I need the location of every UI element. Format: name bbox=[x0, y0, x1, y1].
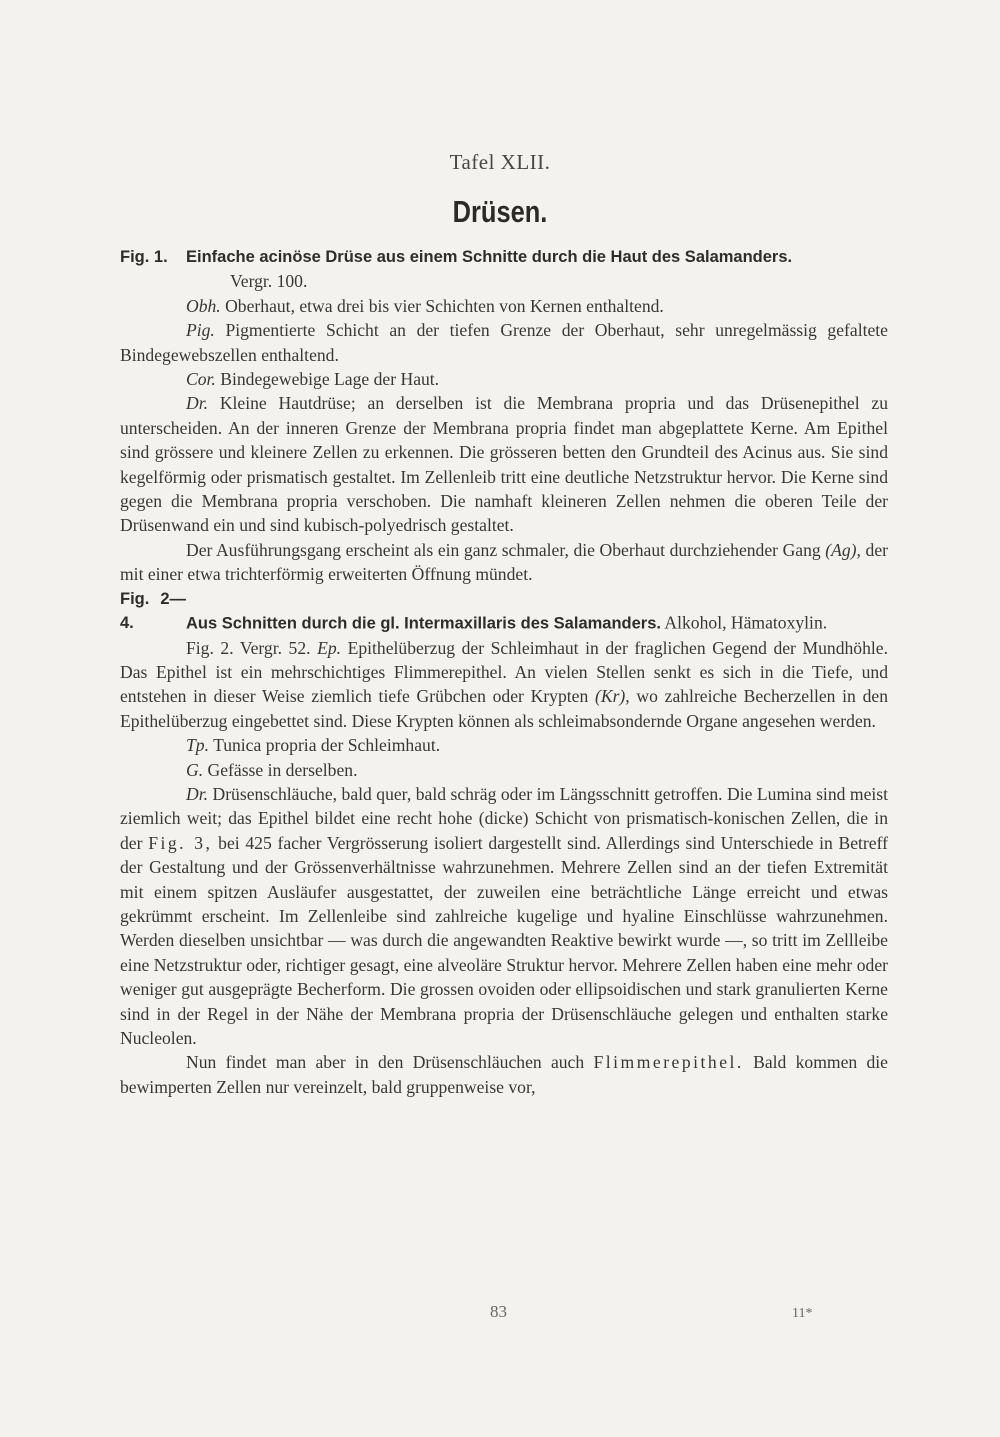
cor-text: Bindegewebige Lage der Haut. bbox=[215, 369, 440, 390]
body-text bbox=[120, 244, 888, 1099]
figure-2-title: Aus Schnitten durch die gl. Intermaxillaris des Salamanders. bbox=[186, 614, 661, 633]
figure-1-magnification: Vergr. 100. bbox=[230, 271, 308, 292]
g-text: Gefässe in derselben. bbox=[203, 759, 358, 780]
pig-text: Pigmentierte Schicht an der tiefen Grenze der Oberhaut, sehr unregelmässig gefaltete Bindegewebszellen enthaltend. bbox=[120, 320, 888, 365]
figure-1-title: Einfache acinöse Drüse aus einem Schnitte durch die Haut des Salamanders. bbox=[186, 248, 793, 266]
dr-paragraph bbox=[120, 391, 888, 537]
tp-paragraph bbox=[120, 733, 888, 757]
nun-paragraph bbox=[120, 1050, 888, 1099]
figure-1-label: Fig. 1. bbox=[120, 248, 168, 266]
g-abbreviation: G. bbox=[186, 759, 204, 780]
ag-abbreviation: (Ag), bbox=[825, 539, 861, 560]
gang-text-b: der mit einer etwa trichterförmig erweiterten Öffnung mündet. bbox=[120, 539, 888, 585]
figure-1-heading bbox=[120, 244, 888, 269]
dr-text: Kleine Hautdrüse; an derselben ist die Membrana propria und das Drüsenepithel zu unterscheiden. An der inneren Grenze der Membrana propria findet man abgeplattete Kerne. Am Epithel sind grössere und kleinere Zellen zu erkennen. Die grösseren betten den Grundteil des Acinus aus. Sie sind kegelförmig oder prismatisch gestaltet. Im Zellenleib tritt eine deutliche Netzstruktur hervor. Die Kerne sind gegen die Membrana propria verschoben. Die namhaft kleineren Zellen nehmen die oberen Teile der Drüsenwand ein und sind kubisch-polyedrisch gestaltet. bbox=[120, 393, 888, 536]
obh-paragraph bbox=[120, 294, 888, 318]
fig3-reference: Fig. 3, bbox=[148, 832, 213, 853]
flimmerepithel-emphasis: Flimmerepithel. bbox=[593, 1052, 744, 1073]
cor-abbreviation: Cor. bbox=[186, 369, 216, 390]
figure-2-label: Fig. 2—4. bbox=[120, 589, 186, 633]
ep-prefix: Fig. 2. Vergr. 52. bbox=[186, 637, 318, 658]
figure-2-title-rest: Alkohol, Hämatoxylin. bbox=[660, 612, 828, 633]
tp-abbreviation: Tp. bbox=[186, 735, 209, 756]
figure-2-heading bbox=[120, 587, 888, 636]
kr-abbreviation: (Kr), bbox=[594, 686, 630, 707]
nun-text-a: Nun findet man aber in den Drüsenschläuchen auch bbox=[186, 1052, 594, 1073]
g-paragraph bbox=[120, 758, 888, 782]
nun-text-b: Bald kommen die bewimperten Zellen nur vereinzelt, bald gruppenweise vor, bbox=[120, 1052, 888, 1097]
plate-number: Tafel XLII. bbox=[449, 150, 551, 174]
tp-text: Tunica propria der Schleimhaut. bbox=[208, 735, 441, 756]
ep-paragraph bbox=[120, 636, 888, 734]
dr2-paragraph bbox=[120, 782, 888, 1050]
dr2-abbreviation: Dr. bbox=[186, 783, 209, 804]
ep-abbreviation: Ep. bbox=[317, 637, 342, 658]
gang-text-a: Der Ausführungsgang erscheint als ein ganz schmaler, die Oberhaut durchziehender Gang bbox=[186, 539, 826, 560]
ep-text-a: Epithelüberzug der Schleimhaut in der fraglichen Gegend der Mundhöhle. Das Epithel ist ein mehrschichtiges Flimmerepithel. An vielen Stellen senkt es sich in die Tiefe, und entstehen in dieser Weise ziemlich tiefe Grübchen oder Krypten bbox=[120, 637, 888, 707]
signature-mark: 11* bbox=[792, 1306, 813, 1321]
pig-abbreviation: Pig. bbox=[186, 320, 215, 341]
dr2-text-b: bei 425 facher Vergrösserung isoliert dargestellt sind. Allerdings sind Unterschiede in Betreff der Gestaltung und der Grössenverhältnisse wahrzunehmen. Mehrere Zellen sind an der tiefen Extremität mit einem spitzen Ausläufer ausgestattet, der zuweilen eine beträchtliche Länge erreicht und etwas gekrümmt erscheint. Im Zellenleibe sind zahlreiche kugelige und hyaline Einschlüsse wahrzunehmen. Werden dieselben unsichtbar — was durch die angewandten Reaktive bewirkt wurde —, so tritt im Zellleibe eine Netzstruktur oder, richtiger gesagt, eine alveoläre Struktur hervor. Mehrere Zellen haben eine mehr oder weniger gut ausgeprägte Becherform. Die grossen ovoiden oder ellipsoidischen und stark granulierten Kerne sind in der Regel in der Nähe der Membrana propria der Drüsenschläuche gelegen und enthalten starke Nucleolen. bbox=[120, 832, 888, 1048]
cor-paragraph bbox=[120, 367, 888, 391]
dr-abbreviation: Dr. bbox=[186, 393, 209, 414]
pig-paragraph bbox=[120, 318, 888, 367]
dr2-text-a: Drüsenschläuche, bald quer, bald schräg oder im Längsschnitt getroffen. Die Lumina sind meist ziemlich weit; das Epithel bildet eine recht hohe (dicke) Schicht von prismatisch-konischen Zellen, die in der bbox=[120, 783, 888, 853]
ep-text-b: wo zahlreiche Becherzellen in den Epithelüberzug eingebettet sind. Diese Krypten können als schleimabsondernde Organe angesehen werden. bbox=[120, 686, 888, 731]
page-number: 83 bbox=[490, 1302, 507, 1321]
obh-text: Oberhaut, etwa drei bis vier Schichten von Kernen enthaltend. bbox=[220, 295, 664, 316]
obh-abbreviation: Obh. bbox=[186, 295, 221, 316]
gang-paragraph bbox=[120, 538, 888, 587]
page-title: Drüsen. bbox=[452, 194, 548, 229]
